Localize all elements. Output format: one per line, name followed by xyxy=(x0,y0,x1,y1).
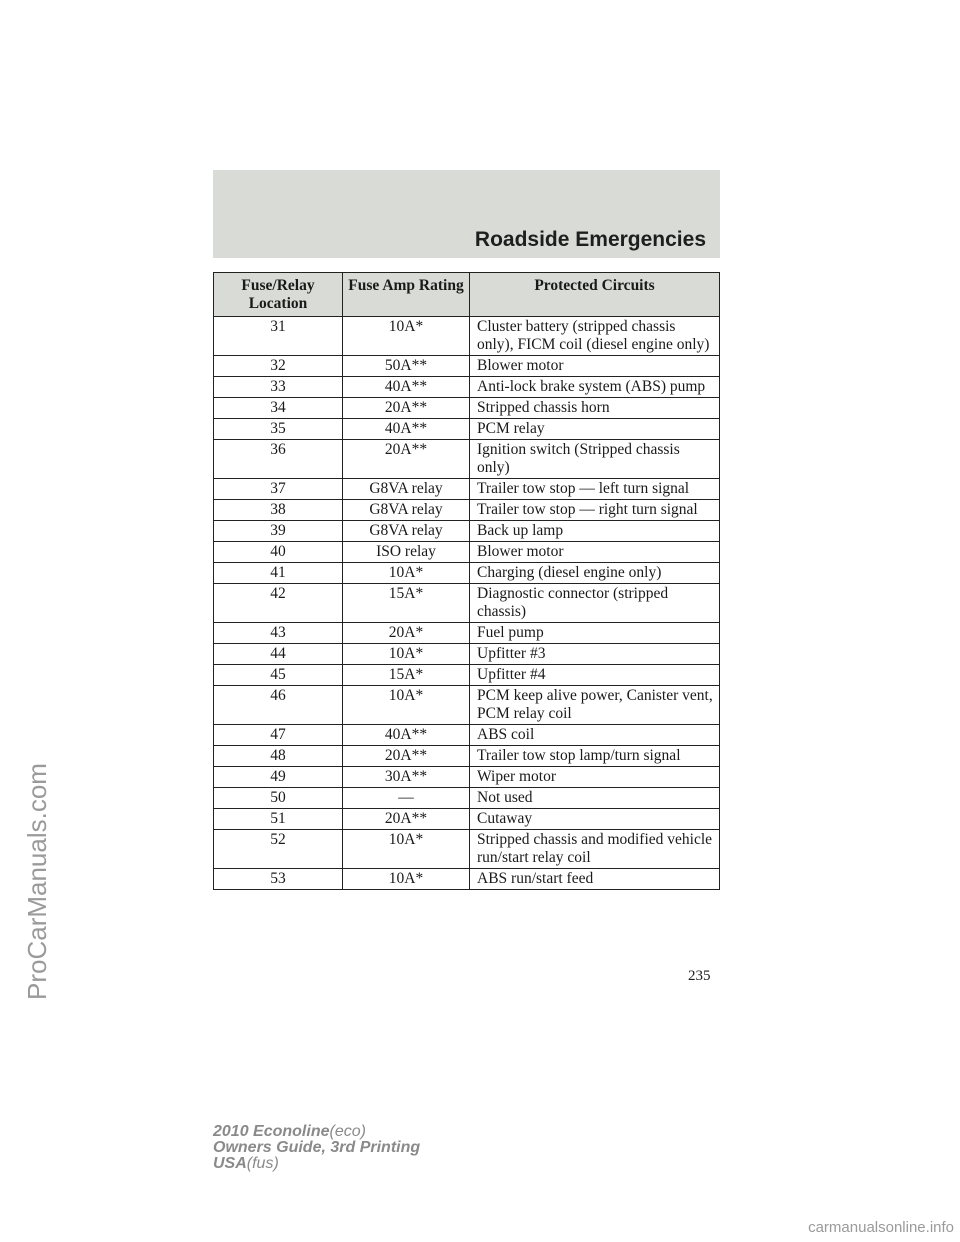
amp-rating-cell: 30A** xyxy=(343,767,470,788)
table-row xyxy=(214,317,720,356)
protected-circuits-cell: Wiper motor xyxy=(470,767,720,788)
protected-circuits-cell: Blower motor xyxy=(470,356,720,377)
table-row xyxy=(214,644,720,665)
table-row xyxy=(214,665,720,686)
footer-market-code: (fus) xyxy=(246,1155,279,1172)
amp-rating-cell: 10A* xyxy=(343,563,470,584)
protected-circuits-cell: PCM keep alive power, Canister vent, PCM relay coil xyxy=(470,686,720,725)
protected-circuits-cell: Diagnostic connector (stripped chassis) xyxy=(470,584,720,623)
fuse-location-cell: 33 xyxy=(214,377,343,398)
table-row xyxy=(214,584,720,623)
fuse-location-cell: 48 xyxy=(214,746,343,767)
amp-rating-cell: ISO relay xyxy=(343,542,470,563)
column-header-location: Fuse/Relay Location xyxy=(214,273,343,317)
amp-rating-cell: 10A* xyxy=(343,869,470,890)
protected-circuits-cell: Stripped chassis and modified vehicle run/start relay coil xyxy=(470,830,720,869)
footer-model-code: (eco) xyxy=(329,1123,366,1140)
protected-circuits-cell: Fuel pump xyxy=(470,623,720,644)
protected-circuits-cell: Cluster battery (stripped chassis only), FICM coil (diesel engine only) xyxy=(470,317,720,356)
fuse-location-cell: 40 xyxy=(214,542,343,563)
protected-circuits-cell: Anti-lock brake system (ABS) pump xyxy=(470,377,720,398)
amp-rating-cell: G8VA relay xyxy=(343,479,470,500)
table-row xyxy=(214,809,720,830)
protected-circuits-cell: PCM relay xyxy=(470,419,720,440)
protected-circuits-cell: Trailer tow stop lamp/turn signal xyxy=(470,746,720,767)
table-row xyxy=(214,563,720,584)
amp-rating-cell: 10A* xyxy=(343,686,470,725)
table-row xyxy=(214,419,720,440)
amp-rating-cell: 20A** xyxy=(343,440,470,479)
fuse-location-cell: 36 xyxy=(214,440,343,479)
table-row xyxy=(214,686,720,725)
footer-guide: Owners Guide, 3rd Printing xyxy=(213,1139,421,1156)
amp-rating-cell: 15A* xyxy=(343,665,470,686)
protected-circuits-cell: Trailer tow stop — left turn signal xyxy=(470,479,720,500)
section-title: Roadside Emergencies xyxy=(474,228,706,251)
amp-rating-cell: 20A* xyxy=(343,623,470,644)
amp-rating-cell: 10A* xyxy=(343,830,470,869)
fuse-location-cell: 37 xyxy=(214,479,343,500)
protected-circuits-cell: ABS coil xyxy=(470,725,720,746)
table-row xyxy=(214,788,720,809)
amp-rating-cell: G8VA relay xyxy=(343,500,470,521)
table-row xyxy=(214,725,720,746)
protected-circuits-cell: Upfitter #3 xyxy=(470,644,720,665)
amp-rating-cell: G8VA relay xyxy=(343,521,470,542)
table-row xyxy=(214,377,720,398)
table-header-row xyxy=(214,273,720,317)
fuse-location-cell: 38 xyxy=(214,500,343,521)
amp-rating-cell: 40A** xyxy=(343,377,470,398)
table-row xyxy=(214,440,720,479)
amp-rating-cell: 10A* xyxy=(343,644,470,665)
amp-rating-cell: 40A** xyxy=(343,725,470,746)
table-row xyxy=(214,623,720,644)
fuse-location-cell: 49 xyxy=(214,767,343,788)
amp-rating-cell: 20A** xyxy=(343,398,470,419)
table-row xyxy=(214,746,720,767)
fuse-location-cell: 47 xyxy=(214,725,343,746)
fuse-location-cell: 39 xyxy=(214,521,343,542)
protected-circuits-cell: Blower motor xyxy=(470,542,720,563)
fuse-location-cell: 41 xyxy=(214,563,343,584)
amp-rating-cell: 50A** xyxy=(343,356,470,377)
fuse-location-cell: 44 xyxy=(214,644,343,665)
protected-circuits-cell: Upfitter #4 xyxy=(470,665,720,686)
amp-rating-cell: 15A* xyxy=(343,584,470,623)
fuse-location-cell: 46 xyxy=(214,686,343,725)
table-row xyxy=(214,356,720,377)
fuse-location-cell: 35 xyxy=(214,419,343,440)
amp-rating-cell: 20A** xyxy=(343,746,470,767)
footer-market: USA xyxy=(213,1155,247,1172)
amp-rating-cell: 10A* xyxy=(343,317,470,356)
table-row xyxy=(214,398,720,419)
protected-circuits-cell: Trailer tow stop — right turn signal xyxy=(470,500,720,521)
bottom-watermark: carmanualsonline.info xyxy=(808,1219,954,1236)
fuse-location-cell: 32 xyxy=(214,356,343,377)
table-row xyxy=(214,521,720,542)
protected-circuits-cell: Charging (diesel engine only) xyxy=(470,563,720,584)
table-row xyxy=(214,869,720,890)
protected-circuits-cell: Cutaway xyxy=(470,809,720,830)
table-body xyxy=(214,317,720,890)
section-header-band xyxy=(213,170,720,258)
fuse-location-cell: 53 xyxy=(214,869,343,890)
protected-circuits-cell: ABS run/start feed xyxy=(470,869,720,890)
column-header-protected-circuits: Protected Circuits xyxy=(470,273,720,317)
amp-rating-cell: 40A** xyxy=(343,419,470,440)
fuse-location-cell: 50 xyxy=(214,788,343,809)
protected-circuits-cell: Stripped chassis horn xyxy=(470,398,720,419)
side-watermark: ProCarManuals.com xyxy=(22,763,52,1000)
fuse-location-cell: 31 xyxy=(214,317,343,356)
table-row xyxy=(214,830,720,869)
table-row xyxy=(214,542,720,563)
footer-model: 2010 Econoline xyxy=(213,1123,330,1140)
document-footer xyxy=(213,1124,420,1172)
table-row xyxy=(214,500,720,521)
fuse-location-cell: 42 xyxy=(214,584,343,623)
protected-circuits-cell: Ignition switch (Stripped chassis only) xyxy=(470,440,720,479)
amp-rating-cell: — xyxy=(343,788,470,809)
fuse-location-cell: 45 xyxy=(214,665,343,686)
fuse-location-cell: 52 xyxy=(214,830,343,869)
protected-circuits-cell: Not used xyxy=(470,788,720,809)
protected-circuits-cell: Back up lamp xyxy=(470,521,720,542)
table-row xyxy=(214,479,720,500)
fuse-location-cell: 43 xyxy=(214,623,343,644)
fuse-location-cell: 34 xyxy=(214,398,343,419)
column-header-amp-rating: Fuse Amp Rating xyxy=(343,273,470,317)
fuse-location-cell: 51 xyxy=(214,809,343,830)
page-number: 235 xyxy=(688,968,711,984)
fuse-table xyxy=(213,272,720,890)
table-row xyxy=(214,767,720,788)
amp-rating-cell: 20A** xyxy=(343,809,470,830)
